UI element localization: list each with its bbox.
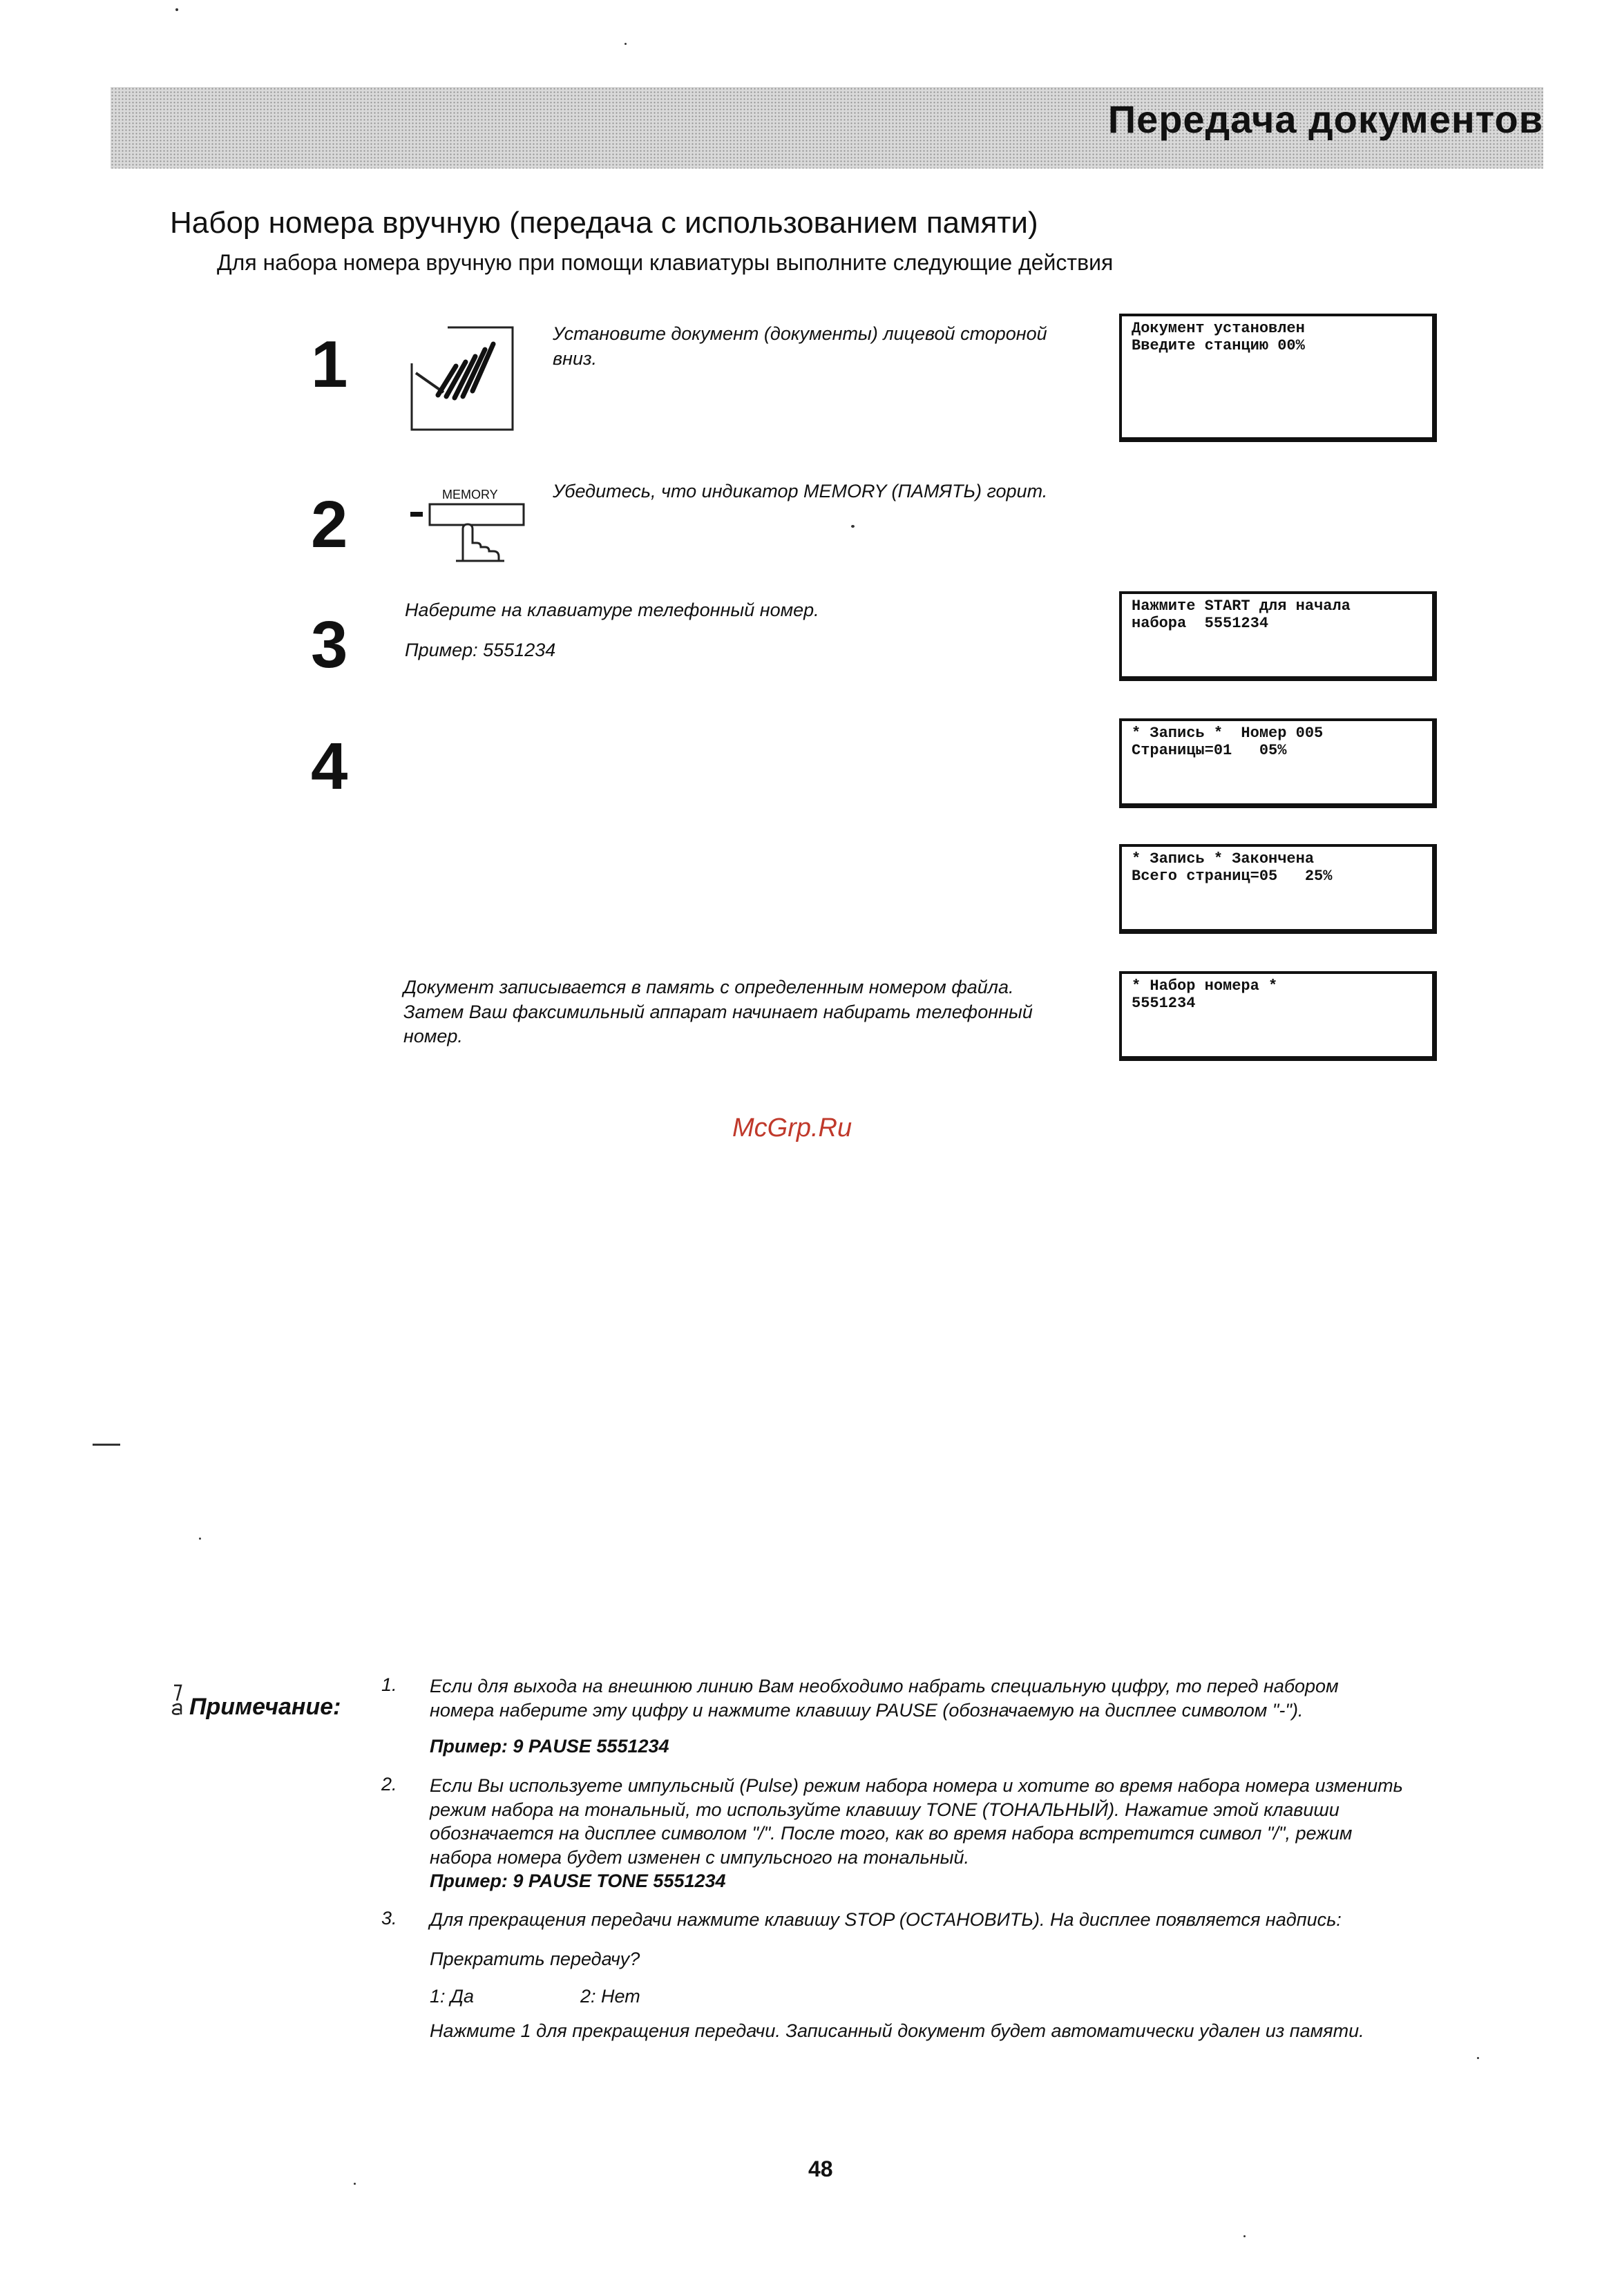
section-intro: Для набора номера вручную при помощи клавиатуры выполните следующие действия [217, 250, 1114, 275]
scan-speck [1477, 2057, 1479, 2059]
section-heading: Набор номера вручную (передача с использованием памяти) [170, 206, 1038, 240]
step-2-number: 2 [311, 488, 348, 562]
lcd-display-1: Документ установлен Введите станцию 00% [1119, 314, 1437, 442]
scan-mark [93, 1444, 120, 1446]
scan-speck [199, 1538, 201, 1540]
note-label: Примечание: [189, 1694, 341, 1720]
scan-speck [851, 525, 855, 528]
lcd-display-3: * Запись * Номер 005 Страницы=01 05% [1119, 718, 1437, 808]
note-3-option-yes: 1: Да [430, 1986, 475, 2007]
step-3-example: Пример: 5551234 [405, 639, 556, 660]
lcd-display-2: Нажмите START для начала набора 5551234 [1119, 591, 1437, 681]
note-3-option-no: 2: Нет [580, 1986, 640, 2007]
note-1-text: Если для выхода на внешнюю линию Вам необходимо набрать специальную цифру, то перед набором номера наберите эту цифру и нажмите клавишу PAUSE (обозначаемую на дисплее символом "-"). Пример: 9 PAUSE 5551234 [430, 1674, 1339, 1759]
note-3-final: Нажмите 1 для прекращения передачи. Записанный документ будет автоматически удален из памяти. [430, 2020, 1364, 2042]
step-1-number: 1 [311, 327, 348, 401]
note-2-text: Если Вы используете импульсный (Pulse) режим набора номера и хотите во время набора номера изменить режим набора на тональный, то используйте клавишу TONE (ТОНАЛЬНЫЙ). Нажатие этой клавиши обозначается на дисплее символом "/". После того, как во время набора встретится символ "/", режим набора номера будет изменен с импульсного на тональный. Пример: 9 PAUSE TONE 5551234 [430, 1774, 1403, 1893]
note-1-example: Пример: 9 PAUSE 5551234 [430, 1736, 669, 1757]
lcd-display-5: * Набор номера * 5551234 [1119, 971, 1437, 1061]
scan-speck [354, 2183, 356, 2185]
watermark-link[interactable]: McGrp.Ru [732, 1113, 852, 1142]
scan-speck [625, 43, 627, 45]
memory-key-label: MEMORY [442, 488, 498, 501]
document-feed-icon [408, 323, 519, 434]
lcd-display-4: * Запись * Закончена Всего страниц=05 25% [1119, 844, 1437, 934]
note-3-prompt: Прекратить передачу? [430, 1948, 640, 1969]
scan-speck [1243, 2235, 1246, 2237]
note-3-text: Для прекращения передачи нажмите клавишу STOP (ОСТАНОВИТЬ). На дисплее появляется надпись: Прекратить передачу? 1: Да 2: Нет Нажмите 1 для прекращения передачи. Записанный документ будет автоматически удален из памяти. [430, 1908, 1364, 2043]
note-3-number: 3. [381, 1908, 397, 1929]
note-2-number: 2. [381, 1774, 397, 1795]
step-4-number: 4 [311, 729, 348, 803]
step-3-text: Наберите на клавиатуре телефонный номер. Пример: 5551234 [405, 598, 819, 662]
note-pencil-icon [170, 1683, 187, 1716]
step-3-number: 3 [311, 608, 348, 682]
step-4-text: Документ записывается в память с определенным номером файла. Затем Ваш факсимильный аппарат начинает набирать телефонный номер. [403, 977, 1033, 1047]
note-2-example: Пример: 9 PAUSE TONE 5551234 [430, 1871, 726, 1892]
header-title: Передача документов [1107, 97, 1543, 141]
scan-speck [175, 8, 178, 11]
page-number: 48 [808, 2156, 833, 2181]
note-1-number: 1. [381, 1674, 397, 1695]
step-1-text: Установите документ (документы) лицевой стороной вниз. [553, 323, 1047, 369]
step-2-text: Убедитесь, что индикатор MEMORY (ПАМЯТЬ) горит. [553, 481, 1048, 501]
